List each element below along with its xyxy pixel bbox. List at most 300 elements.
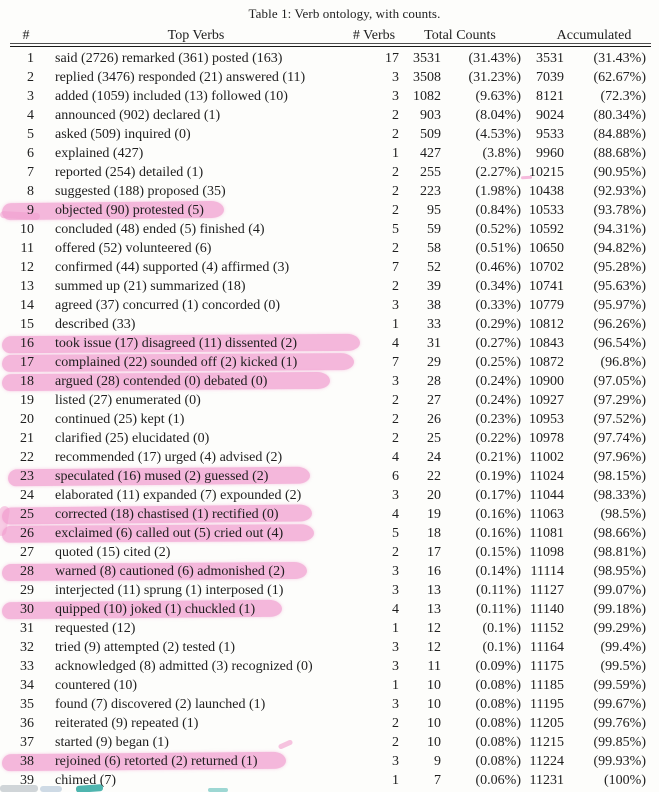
cell-total-count: 12 [427,621,441,636]
cell-top-verbs: exclaimed (6) called out (5) cried out (4) [55,526,284,541]
cell-rank: 1 [27,51,34,66]
table-caption: Table 1: Verb ontology, with counts. [248,6,441,21]
table-row [10,125,651,144]
cell-rank: 9 [27,203,34,218]
cell-accumulated-pct: (95.97%) [593,298,646,313]
cell-verb-count: 4 [392,507,399,522]
cell-total-pct: (0.27%) [475,336,521,351]
cell-rank: 5 [27,127,34,142]
table-row [10,638,651,657]
cell-top-verbs: quipped (10) joked (1) chuckled (1) [55,602,256,617]
cell-rank: 31 [20,621,34,636]
cell-top-verbs: found (7) discovered (2) launched (1) [55,697,266,712]
cell-accumulated-count: 10215 [529,165,564,180]
cell-total-pct: (0.08%) [475,735,521,750]
table-row [10,505,651,524]
table-row [10,410,651,429]
cell-verb-count: 3 [392,583,399,598]
cell-rank: 27 [20,545,34,560]
cell-total-count: 20 [427,488,441,503]
cell-total-pct: (31.23%) [468,70,521,85]
cell-rank: 16 [20,336,34,351]
cell-rank: 4 [27,108,34,123]
cell-top-verbs: offered (52) volunteered (6) [55,241,212,256]
cell-rank: 13 [20,279,34,294]
cell-total-pct: (0.21%) [475,450,521,465]
cell-top-verbs: asked (509) inquired (0) [55,127,191,142]
cell-verb-count: 2 [392,412,399,427]
cell-top-verbs: chimed (7) [55,773,117,788]
cell-accumulated-count: 10438 [529,184,564,199]
cell-total-pct: (0.16%) [475,526,521,541]
cell-accumulated-pct: (72.3%) [600,89,646,104]
table-row [10,429,651,448]
cell-accumulated-count: 10592 [529,222,564,237]
cell-accumulated-count: 8121 [536,89,564,104]
cell-accumulated-count: 11175 [530,659,564,674]
cell-total-count: 10 [427,735,441,750]
cell-verb-count: 2 [392,127,399,142]
cell-verb-count: 1 [392,773,399,788]
cell-rank: 32 [20,640,34,655]
table-row [10,467,651,486]
cell-top-verbs: reported (254) detailed (1) [55,165,204,180]
cell-accumulated-count: 11164 [530,640,564,655]
cell-verb-count: 6 [392,469,399,484]
cell-accumulated-count: 10872 [529,355,564,370]
cell-accumulated-pct: (98.95%) [593,564,646,579]
cell-accumulated-pct: (94.82%) [593,241,646,256]
cell-accumulated-count: 9024 [536,108,564,123]
cell-accumulated-pct: (98.15%) [593,469,646,484]
table-row [10,752,651,771]
cell-rank: 25 [20,507,34,522]
cell-verb-count: 3 [392,488,399,503]
cell-total-count: 18 [427,526,441,541]
table-row [10,182,651,201]
cell-total-count: 13 [427,602,441,617]
cell-verb-count: 5 [392,526,399,541]
cell-total-pct: (0.34%) [475,279,521,294]
cell-accumulated-count: 3531 [536,51,564,66]
cell-top-verbs: requested (12) [55,621,136,636]
cell-accumulated-pct: (99.76%) [593,716,646,731]
cell-total-count: 3531 [413,51,441,66]
table-row [10,714,651,733]
cell-top-verbs: said (2726) remarked (361) posted (163) [55,51,283,66]
cell-accumulated-pct: (93.78%) [593,203,646,218]
cell-verb-count: 1 [392,621,399,636]
cell-total-pct: (0.51%) [475,241,521,256]
cell-total-pct: (1.98%) [475,184,521,199]
cell-total-count: 9 [434,754,441,769]
cell-accumulated-pct: (80.34%) [593,108,646,123]
cell-top-verbs: started (9) began (1) [55,735,169,750]
cell-verb-count: 1 [392,146,399,161]
cell-accumulated-count: 11063 [529,507,564,522]
cell-total-count: 24 [427,450,441,465]
col-header-rank: # [22,28,30,43]
cell-total-count: 28 [427,374,441,389]
cell-verb-count: 3 [392,659,399,674]
cell-top-verbs: concluded (48) ended (5) finished (4) [55,222,265,237]
cell-total-pct: (0.22%) [475,431,521,446]
cell-accumulated-pct: (99.5%) [600,659,646,674]
cell-total-count: 13 [427,583,441,598]
cell-accumulated-count: 11185 [530,678,564,693]
cell-accumulated-pct: (97.29%) [593,393,646,408]
cell-total-pct: (0.11%) [476,602,521,617]
cell-rank: 14 [20,298,34,313]
cell-total-count: 3508 [413,70,441,85]
cell-verb-count: 3 [392,89,399,104]
col-header-num-verbs: # Verbs [352,28,396,43]
cell-total-count: 11 [427,659,441,674]
cell-accumulated-pct: (97.96%) [593,450,646,465]
cell-accumulated-count: 11205 [529,716,564,731]
table-row [10,220,651,239]
cell-rank: 21 [20,431,34,446]
cell-accumulated-pct: (98.66%) [593,526,646,541]
cell-rank: 29 [20,583,34,598]
cell-accumulated-pct: (99.07%) [593,583,646,598]
cell-accumulated-count: 11195 [530,697,564,712]
table-row [10,258,651,277]
cell-total-count: 25 [427,431,441,446]
cell-rank: 10 [20,222,34,237]
cell-rank: 26 [20,526,34,541]
table-row [10,391,651,410]
cell-accumulated-pct: (96.54%) [593,336,646,351]
cell-accumulated-count: 10843 [529,336,564,351]
cell-top-verbs: described (33) [55,317,136,332]
cell-total-pct: (0.52%) [475,222,521,237]
cell-total-pct: (0.06%) [475,773,521,788]
cell-accumulated-pct: (95.63%) [593,279,646,294]
cell-total-pct: (0.24%) [475,393,521,408]
cell-total-pct: (0.25%) [475,355,521,370]
col-header-top-verbs: Top Verbs [167,28,225,43]
cell-total-count: 10 [427,678,441,693]
cell-verb-count: 2 [392,279,399,294]
cell-total-pct: (2.27%) [475,165,521,180]
cell-accumulated-pct: (98.81%) [593,545,646,560]
cell-total-pct: (0.16%) [475,507,521,522]
cell-accumulated-count: 10978 [529,431,564,446]
cell-verb-count: 2 [392,431,399,446]
cell-top-verbs: objected (90) protested (5) [55,203,204,218]
cell-rank: 11 [20,241,34,256]
cell-total-pct: (0.09%) [475,659,521,674]
cell-top-verbs: clarified (25) elucidated (0) [55,431,210,446]
cell-total-count: 39 [427,279,441,294]
cell-top-verbs: announced (902) declared (1) [55,108,221,123]
cell-total-count: 52 [427,260,441,275]
cell-total-count: 509 [420,127,441,142]
cell-verb-count: 2 [392,735,399,750]
cell-total-pct: (0.11%) [476,583,521,598]
cell-accumulated-pct: (97.52%) [593,412,646,427]
cell-total-count: 58 [427,241,441,256]
cell-total-count: 27 [427,393,441,408]
cell-total-pct: (9.63%) [475,89,521,104]
cell-verb-count: 2 [392,203,399,218]
cell-total-count: 38 [427,298,441,313]
cell-top-verbs: reiterated (9) repeated (1) [55,716,199,731]
table-row [10,353,651,372]
cell-verb-count: 2 [392,241,399,256]
cell-verb-count: 5 [392,222,399,237]
cell-total-count: 59 [427,222,441,237]
cell-verb-count: 2 [392,184,399,199]
cell-total-pct: (0.24%) [475,374,521,389]
cell-total-count: 1082 [413,89,441,104]
cell-rank: 7 [27,165,34,180]
cell-accumulated-count: 10779 [529,298,564,313]
cell-accumulated-pct: (31.43%) [593,51,646,66]
cell-total-pct: (0.23%) [475,412,521,427]
cell-rank: 20 [20,412,34,427]
cell-verb-count: 7 [392,260,399,275]
col-header-accumulated: Accumulated [556,28,632,43]
cell-verb-count: 2 [392,545,399,560]
cell-total-pct: (0.15%) [475,545,521,560]
cell-total-count: 19 [427,507,441,522]
table-row [10,296,651,315]
table-row [10,771,651,790]
cell-total-pct: (0.84%) [475,203,521,218]
cell-top-verbs: acknowledged (8) admitted (3) recognized (0) [55,659,313,674]
cell-rank: 12 [20,260,34,275]
cell-verb-count: 2 [392,393,399,408]
cell-accumulated-count: 11098 [529,545,564,560]
cell-rank: 30 [20,602,34,617]
cell-top-verbs: listed (27) enumerated (0) [55,393,201,408]
cell-top-verbs: added (1059) included (13) followed (10) [55,89,288,104]
cell-accumulated-count: 9960 [536,146,564,161]
cell-accumulated-pct: (99.29%) [593,621,646,636]
cell-accumulated-pct: (99.18%) [593,602,646,617]
cell-total-pct: (0.1%) [482,640,521,655]
cell-accumulated-count: 10650 [529,241,564,256]
cell-total-pct: (0.46%) [475,260,521,275]
cell-top-verbs: continued (25) kept (1) [55,412,185,427]
cell-verb-count: 4 [392,450,399,465]
cell-verb-count: 3 [392,640,399,655]
cell-verb-count: 3 [392,697,399,712]
cell-verb-count: 3 [392,564,399,579]
table-row [10,733,651,752]
cell-total-count: 12 [427,640,441,655]
cell-total-count: 17 [427,545,441,560]
cell-accumulated-pct: (99.93%) [593,754,646,769]
cell-total-count: 26 [427,412,441,427]
cell-accumulated-count: 11114 [530,564,564,579]
header-rule [10,43,651,47]
cell-rank: 23 [20,469,34,484]
cell-accumulated-count: 10533 [529,203,564,218]
cell-top-verbs: suggested (188) proposed (35) [55,184,226,199]
table-row [10,106,651,125]
cell-total-count: 16 [427,564,441,579]
cell-top-verbs: quoted (15) cited (2) [55,545,171,560]
cell-accumulated-count: 10927 [529,393,564,408]
cell-rank: 36 [20,716,34,731]
cell-accumulated-pct: (92.93%) [593,184,646,199]
table-row [10,68,651,87]
cell-total-pct: (8.04%) [475,108,521,123]
cell-verb-count: 2 [392,716,399,731]
table-row [10,600,651,619]
table-row [10,372,651,391]
cell-total-pct: (0.08%) [475,697,521,712]
cell-total-count: 427 [420,146,441,161]
cell-accumulated-pct: (90.95%) [593,165,646,180]
table-row [10,201,651,220]
table-row [10,144,651,163]
cell-total-pct: (31.43%) [468,51,521,66]
cell-rank: 37 [20,735,34,750]
cell-accumulated-pct: (100%) [604,773,646,788]
cell-total-pct: (0.08%) [475,716,521,731]
table-row [10,49,651,68]
cell-rank: 22 [20,450,34,465]
col-header-total-counts: Total Counts [424,28,496,43]
cell-accumulated-count: 10953 [529,412,564,427]
cell-top-verbs: speculated (16) mused (2) guessed (2) [55,469,269,484]
cell-verb-count: 2 [392,165,399,180]
cell-accumulated-count: 11002 [529,450,564,465]
table-row [10,163,651,182]
cell-accumulated-count: 11127 [530,583,564,598]
table-row [10,695,651,714]
cell-rank: 35 [20,697,34,712]
cell-total-count: 10 [427,716,441,731]
cell-accumulated-pct: (96.8%) [600,355,646,370]
cell-rank: 8 [27,184,34,199]
table-row [10,334,651,353]
cell-rank: 19 [20,393,34,408]
cell-total-pct: (0.08%) [475,754,521,769]
cell-rank: 34 [20,678,34,693]
cell-accumulated-pct: (84.88%) [593,127,646,142]
cell-total-pct: (0.08%) [475,678,521,693]
cell-verb-count: 1 [392,317,399,332]
cell-total-count: 255 [420,165,441,180]
cell-rank: 18 [20,374,34,389]
cell-accumulated-pct: (98.5%) [600,507,646,522]
cell-accumulated-count: 11224 [529,754,564,769]
cell-total-pct: (0.17%) [475,488,521,503]
cell-top-verbs: tried (9) attempted (2) tested (1) [55,640,235,655]
cell-accumulated-count: 10741 [529,279,564,294]
cell-accumulated-count: 10702 [529,260,564,275]
cell-accumulated-count: 10812 [529,317,564,332]
cell-top-verbs: took issue (17) disagreed (11) dissented (2) [55,336,298,351]
cell-rank: 38 [20,754,34,769]
cell-accumulated-pct: (97.05%) [593,374,646,389]
cell-verb-count: 2 [392,108,399,123]
table-body [10,49,651,790]
table-row [10,581,651,600]
cell-verb-count: 17 [385,51,399,66]
table-row [10,543,651,562]
cell-top-verbs: countered (10) [55,678,138,693]
table-row [10,486,651,505]
cell-top-verbs: rejoined (6) retorted (2) returned (1) [55,754,258,769]
table-row [10,315,651,334]
cell-accumulated-pct: (99.85%) [593,735,646,750]
cell-accumulated-pct: (94.31%) [593,222,646,237]
cell-total-pct: (4.53%) [475,127,521,142]
cell-total-count: 22 [427,469,441,484]
cell-accumulated-pct: (62.67%) [593,70,646,85]
cell-verb-count: 1 [392,678,399,693]
cell-top-verbs: confirmed (44) supported (4) affirmed (3) [55,260,290,275]
cell-accumulated-pct: (95.28%) [593,260,646,275]
cell-top-verbs: agreed (37) concurred (1) concorded (0) [55,298,281,313]
cell-rank: 33 [20,659,34,674]
cell-rank: 17 [20,355,34,370]
cell-top-verbs: explained (427) [55,146,144,161]
table-row [10,657,651,676]
cell-accumulated-count: 11140 [530,602,564,617]
cell-total-pct: (0.29%) [475,317,521,332]
cell-accumulated-pct: (99.59%) [593,678,646,693]
cell-top-verbs: complained (22) sounded off (2) kicked (1) [55,355,298,370]
cell-total-count: 10 [427,697,441,712]
cell-rank: 28 [20,564,34,579]
table-row [10,448,651,467]
cell-accumulated-count: 7039 [536,70,564,85]
cell-total-pct: (0.14%) [475,564,521,579]
cell-accumulated-count: 9533 [536,127,564,142]
cell-total-count: 33 [427,317,441,332]
cell-total-count: 223 [420,184,441,199]
cell-total-count: 29 [427,355,441,370]
cell-accumulated-pct: (99.4%) [600,640,646,655]
cell-total-count: 95 [427,203,441,218]
cell-total-pct: (0.1%) [482,621,521,636]
cell-accumulated-count: 11044 [529,488,564,503]
cell-accumulated-count: 10900 [529,374,564,389]
cell-rank: 6 [27,146,34,161]
cell-top-verbs: summed up (21) summarized (18) [55,279,246,294]
cell-top-verbs: corrected (18) chastised (1) rectified (0) [55,507,279,522]
cell-top-verbs: replied (3476) responded (21) answered (11) [55,70,306,85]
table-row [10,277,651,296]
cell-rank: 39 [20,773,34,788]
table-row [10,619,651,638]
cell-accumulated-count: 11081 [529,526,564,541]
table-row [10,524,651,543]
cell-top-verbs: argued (28) contended (0) debated (0) [55,374,268,389]
cell-verb-count: 3 [392,754,399,769]
table-row [10,87,651,106]
cell-total-count: 7 [434,773,441,788]
cell-accumulated-pct: (96.26%) [593,317,646,332]
cell-accumulated-pct: (98.33%) [593,488,646,503]
cell-top-verbs: interjected (11) sprung (1) interposed (1) [55,583,284,598]
cell-verb-count: 4 [392,336,399,351]
table-row [10,676,651,695]
cell-accumulated-count: 11231 [529,773,564,788]
cell-top-verbs: recommended (17) urged (4) advised (2) [55,450,283,465]
cell-verb-count: 3 [392,298,399,313]
cell-accumulated-pct: (88.68%) [593,146,646,161]
cell-rank: 15 [20,317,34,332]
cell-top-verbs: warned (8) cautioned (6) admonished (2) [55,564,285,579]
